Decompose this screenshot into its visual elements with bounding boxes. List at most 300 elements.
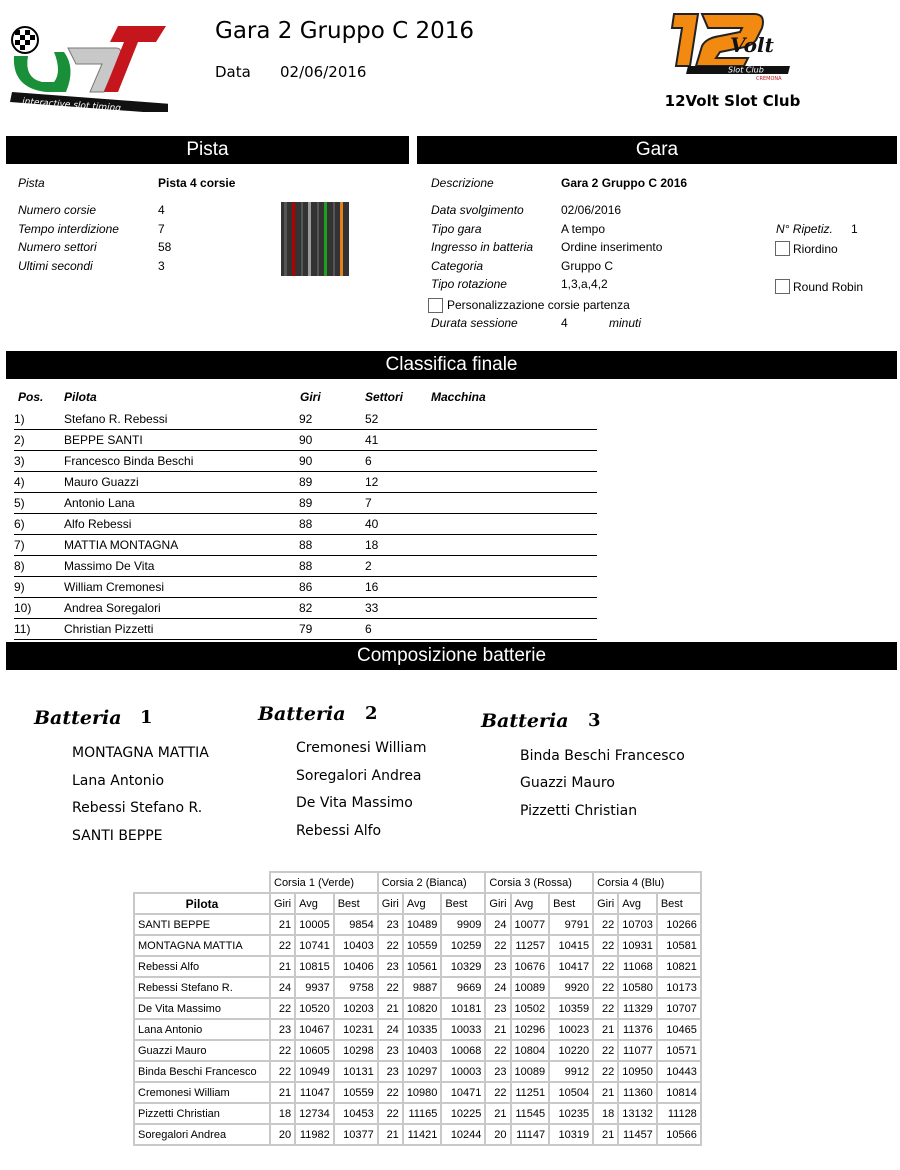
sub-header: Avg	[403, 893, 442, 914]
time-cell: 22	[378, 1103, 403, 1124]
time-cell: 9909	[441, 914, 485, 935]
time-cell: 10235	[549, 1103, 593, 1124]
standings-row	[14, 472, 597, 493]
time-cell: 10220	[549, 1040, 593, 1061]
col-giri-header: Giri	[300, 390, 321, 404]
sub-header: Giri	[270, 893, 295, 914]
batteria-2-label: Batteria	[258, 703, 346, 725]
batteria-2-pilot: Cremonesi William	[296, 740, 427, 756]
time-cell: 23	[378, 914, 403, 935]
time-cell: 23	[378, 956, 403, 977]
time-cell: 10417	[549, 956, 593, 977]
classifica-section-header: Classifica finale	[6, 351, 897, 379]
time-cell: 10581	[657, 935, 701, 956]
batteria-2-pilot: Soregalori Andrea	[296, 768, 422, 784]
table-row	[134, 1082, 701, 1103]
col-pos-header: Pos.	[18, 390, 44, 404]
position-cell: 4)	[14, 475, 25, 489]
sub-header: Giri	[485, 893, 510, 914]
time-cell: 10571	[657, 1040, 701, 1061]
time-cell: 11457	[618, 1124, 657, 1145]
sub-header: Avg	[511, 893, 550, 914]
time-cell: 21	[485, 1019, 510, 1040]
time-cell: 10814	[657, 1082, 701, 1103]
batteria-2-pilot: Rebessi Alfo	[296, 823, 382, 839]
laps-cell: 92	[299, 412, 313, 426]
pilot-name-cell: Rebessi Alfo	[134, 956, 270, 977]
time-cell: 10703	[618, 914, 657, 935]
sectors-cell: 6	[365, 622, 372, 636]
sectors-cell: 40	[365, 517, 379, 531]
time-cell: 9912	[549, 1061, 593, 1082]
time-cell: 10329	[441, 956, 485, 977]
riordino-checkbox[interactable]	[775, 241, 790, 256]
time-cell: 10949	[295, 1061, 334, 1082]
laps-cell: 89	[299, 475, 313, 489]
sectors-cell: 7	[365, 496, 372, 510]
time-cell: 10820	[403, 998, 442, 1019]
time-cell: 11165	[403, 1103, 442, 1124]
ist-logo	[6, 8, 168, 112]
time-cell: 9854	[334, 914, 378, 935]
tempo-interdizione-label: Tempo interdizione	[18, 222, 119, 236]
time-cell: 20	[485, 1124, 510, 1145]
lane-stripe	[324, 202, 327, 276]
categoria-value: Gruppo C	[561, 259, 614, 273]
sectors-cell: 33	[365, 601, 379, 615]
lane-stripe	[308, 202, 311, 276]
numero-settori-value: 58	[158, 240, 172, 254]
table-row	[134, 935, 701, 956]
time-cell: 21	[270, 956, 295, 977]
pilot-cell: MATTIA MONTAGNA	[64, 538, 179, 552]
time-cell: 10504	[549, 1082, 593, 1103]
laps-cell: 89	[299, 496, 313, 510]
time-cell: 23	[270, 1019, 295, 1040]
lane-header: Corsia 3 (Rossa)	[485, 872, 593, 893]
table-row	[134, 914, 701, 935]
time-cell: 10821	[657, 956, 701, 977]
lane-header: Corsia 1 (Verde)	[270, 872, 378, 893]
time-cell: 10465	[657, 1019, 701, 1040]
laps-cell: 79	[299, 622, 313, 636]
laps-cell: 90	[299, 433, 313, 447]
standings-row	[14, 598, 597, 619]
pilot-name-cell: De Vita Massimo	[134, 998, 270, 1019]
position-cell: 8)	[14, 559, 25, 573]
tipo-rotazione-label: Tipo rotazione	[431, 277, 507, 291]
time-cell: 10089	[511, 1061, 550, 1082]
lane-stripe	[292, 202, 295, 276]
table-row	[134, 977, 701, 998]
pilot-cell: Stefano R. Rebessi	[64, 412, 168, 426]
col-pilota-header: Pilota	[64, 390, 97, 404]
time-cell: 10453	[334, 1103, 378, 1124]
batteria-1-pilot: SANTI BEPPE	[72, 828, 163, 844]
track-lanes-graphic	[281, 202, 349, 276]
time-cell: 11982	[295, 1124, 334, 1145]
tipo-gara-label: Tipo gara	[431, 222, 482, 236]
pilot-cell: Massimo De Vita	[64, 559, 155, 573]
personalizzazione-checkbox[interactable]	[428, 298, 443, 313]
tempo-interdizione-value: 7	[158, 222, 165, 236]
batteria-3-pilot: Guazzi Mauro	[520, 775, 615, 791]
time-cell: 22	[270, 1040, 295, 1061]
time-cell: 9920	[549, 977, 593, 998]
time-cell: 24	[270, 977, 295, 998]
time-cell: 22	[485, 1082, 510, 1103]
time-cell: 21	[270, 1082, 295, 1103]
pilot-name-cell: Soregalori Andrea	[134, 1124, 270, 1145]
batteria-3-label: Batteria	[481, 710, 569, 732]
time-cell: 22	[593, 998, 618, 1019]
batteria-1-label: Batteria	[34, 707, 122, 729]
time-cell: 10298	[334, 1040, 378, 1061]
sub-header: Giri	[378, 893, 403, 914]
time-cell: 22	[593, 914, 618, 935]
time-cell: 10815	[295, 956, 334, 977]
time-cell: 11257	[511, 935, 550, 956]
time-cell: 22	[270, 935, 295, 956]
time-cell: 11077	[618, 1040, 657, 1061]
time-cell: 23	[485, 1061, 510, 1082]
time-cell: 10359	[549, 998, 593, 1019]
laps-cell: 88	[299, 559, 313, 573]
time-cell: 9669	[441, 977, 485, 998]
durata-unit: minuti	[609, 316, 642, 330]
ripetiz-label: N° Ripetiz.	[776, 222, 833, 236]
time-cell: 23	[485, 998, 510, 1019]
pilot-name-cell: Binda Beschi Francesco	[134, 1061, 270, 1082]
time-cell: 10950	[618, 1061, 657, 1082]
sectors-cell: 18	[365, 538, 379, 552]
tipo-rotazione-value: 1,3,a,4,2	[561, 277, 608, 291]
pilot-cell: Francesco Binda Beschi	[64, 454, 194, 468]
time-cell: 10259	[441, 935, 485, 956]
pilot-cell: Andrea Soregalori	[64, 601, 161, 615]
tipo-gara-value: A tempo	[561, 222, 606, 236]
batteria-1-pilot: MONTAGNA MATTIA	[72, 745, 209, 761]
time-cell: 10471	[441, 1082, 485, 1103]
table-row	[134, 1019, 701, 1040]
time-cell: 10173	[657, 977, 701, 998]
time-cell: 22	[593, 1040, 618, 1061]
pilot-cell: William Cremonesi	[64, 580, 165, 594]
time-cell: 10005	[295, 914, 334, 935]
standings-row	[14, 451, 597, 472]
sub-header: Best	[657, 893, 701, 914]
time-cell: 24	[378, 1019, 403, 1040]
sectors-cell: 16	[365, 580, 379, 594]
ultimi-secondi-label: Ultimi secondi	[18, 259, 93, 273]
time-cell: 10559	[334, 1082, 378, 1103]
time-cell: 10181	[441, 998, 485, 1019]
sectors-cell: 12	[365, 475, 379, 489]
sub-header: Avg	[618, 893, 657, 914]
ist-logo-text: interactive slot timing	[21, 97, 122, 112]
laps-cell: 86	[299, 580, 313, 594]
durata-sessione-label: Durata sessione	[431, 316, 518, 330]
table-row	[134, 998, 701, 1019]
laps-cell: 88	[299, 517, 313, 531]
time-cell: 21	[593, 1082, 618, 1103]
gara-section-header: Gara	[417, 136, 897, 164]
race-title: Gara 2 Gruppo C 2016	[215, 18, 475, 44]
time-cell: 10676	[511, 956, 550, 977]
time-cell: 10077	[511, 914, 550, 935]
batteria-2-number: 2	[365, 703, 378, 724]
ingresso-batteria-label: Ingresso in batteria	[431, 240, 534, 254]
pilota-header: Pilota	[134, 893, 270, 914]
time-cell: 10406	[334, 956, 378, 977]
time-cell: 22	[270, 998, 295, 1019]
time-cell: 22	[270, 1061, 295, 1082]
date-value: 02/06/2016	[280, 63, 367, 81]
standings-row	[14, 556, 597, 577]
svg-text:CREMONA: CREMONA	[756, 76, 782, 82]
laps-cell: 88	[299, 538, 313, 552]
pilot-cell: BEPPE SANTI	[64, 433, 143, 447]
time-cell: 10403	[334, 935, 378, 956]
position-cell: 10)	[14, 601, 32, 615]
time-cell: 10580	[618, 977, 657, 998]
pilot-name-cell: SANTI BEPPE	[134, 914, 270, 935]
time-cell: 11329	[618, 998, 657, 1019]
time-cell: 10489	[403, 914, 442, 935]
time-cell: 21	[270, 914, 295, 935]
time-cell: 10403	[403, 1040, 442, 1061]
time-cell: 10443	[657, 1061, 701, 1082]
time-cell: 9791	[549, 914, 593, 935]
time-cell: 10980	[403, 1082, 442, 1103]
round-robin-label: Round Robin	[793, 280, 864, 294]
table-row	[134, 1040, 701, 1061]
batteria-3-pilot: Binda Beschi Francesco	[520, 748, 685, 764]
pilot-cell: Mauro Guazzi	[64, 475, 139, 489]
lane-header: Corsia 2 (Bianca)	[378, 872, 486, 893]
pilot-name-cell: Guazzi Mauro	[134, 1040, 270, 1061]
time-cell: 10707	[657, 998, 701, 1019]
numero-corsie-value: 4	[158, 203, 165, 217]
descrizione-value: Gara 2 Gruppo C 2016	[561, 176, 688, 190]
time-cell: 22	[378, 1082, 403, 1103]
position-cell: 7)	[14, 538, 25, 552]
svg-text:Volt: Volt	[730, 33, 774, 57]
pilot-name-cell: Rebessi Stefano R.	[134, 977, 270, 998]
standings-row	[14, 430, 597, 451]
time-cell: 10931	[618, 935, 657, 956]
time-cell: 11421	[403, 1124, 442, 1145]
standings-row	[14, 535, 597, 556]
time-cell: 10605	[295, 1040, 334, 1061]
time-cell: 10297	[403, 1061, 442, 1082]
lane-stripe	[340, 202, 343, 276]
round-robin-checkbox[interactable]	[775, 279, 790, 294]
time-cell: 10231	[334, 1019, 378, 1040]
col-settori-header: Settori	[365, 390, 404, 404]
position-cell: 5)	[14, 496, 25, 510]
pilot-name-cell: MONTAGNA MATTIA	[134, 935, 270, 956]
lane-header: Corsia 4 (Blu)	[593, 872, 701, 893]
batteria-3-pilot: Pizzetti Christian	[520, 803, 638, 819]
time-cell: 9937	[295, 977, 334, 998]
position-cell: 1)	[14, 412, 25, 426]
batteria-2-pilot: De Vita Massimo	[296, 795, 413, 811]
time-cell: 21	[593, 1019, 618, 1040]
time-cell: 10225	[441, 1103, 485, 1124]
time-cell: 18	[593, 1103, 618, 1124]
time-cell: 22	[593, 935, 618, 956]
laps-cell: 90	[299, 454, 313, 468]
sectors-cell: 41	[365, 433, 379, 447]
position-cell: 2)	[14, 433, 25, 447]
time-cell: 10520	[295, 998, 334, 1019]
time-cell: 11128	[657, 1103, 701, 1124]
time-cell: 22	[593, 977, 618, 998]
time-cell: 11376	[618, 1019, 657, 1040]
time-cell: 10203	[334, 998, 378, 1019]
time-cell: 10804	[511, 1040, 550, 1061]
pilot-name-cell: Pizzetti Christian	[134, 1103, 270, 1124]
standings-row	[14, 493, 597, 514]
time-cell: 9887	[403, 977, 442, 998]
time-cell: 10566	[657, 1124, 701, 1145]
data-svolgimento-label: Data svolgimento	[431, 203, 524, 217]
data-svolgimento-value: 02/06/2016	[561, 203, 622, 217]
pilot-name-cell: Lana Antonio	[134, 1019, 270, 1040]
time-cell: 10319	[549, 1124, 593, 1145]
standings-row	[14, 514, 597, 535]
time-cell: 10296	[511, 1019, 550, 1040]
position-cell: 11)	[14, 622, 31, 636]
sectors-cell: 2	[365, 559, 372, 573]
categoria-label: Categoria	[431, 259, 484, 273]
sub-header: Giri	[593, 893, 618, 914]
svg-text:Slot Club: Slot Club	[728, 65, 764, 75]
time-cell: 22	[593, 956, 618, 977]
time-cell: 10377	[334, 1124, 378, 1145]
numero-corsie-label: Numero corsie	[18, 203, 97, 217]
numero-settori-label: Numero settori	[18, 240, 97, 254]
pista-value: Pista 4 corsie	[158, 176, 236, 190]
batterie-section-header: Composizione batterie	[6, 642, 897, 670]
time-cell: 10033	[441, 1019, 485, 1040]
time-cell: 10023	[549, 1019, 593, 1040]
riordino-label: Riordino	[793, 242, 838, 256]
time-cell: 10561	[403, 956, 442, 977]
descrizione-label: Descrizione	[431, 176, 494, 190]
lap-times-table	[133, 871, 702, 1146]
position-cell: 9)	[14, 580, 25, 594]
sub-header: Avg	[295, 893, 334, 914]
time-cell: 10741	[295, 935, 334, 956]
pilot-cell: Antonio Lana	[64, 496, 135, 510]
time-cell: 10131	[334, 1061, 378, 1082]
time-cell: 10467	[295, 1019, 334, 1040]
time-cell: 10335	[403, 1019, 442, 1040]
standings-row	[14, 577, 597, 598]
time-cell: 10068	[441, 1040, 485, 1061]
time-cell: 23	[485, 956, 510, 977]
ripetiz-value: 1	[851, 222, 858, 236]
ultimi-secondi-value: 3	[158, 259, 165, 273]
batteria-1-pilot: Lana Antonio	[72, 773, 165, 789]
time-cell: 21	[378, 1124, 403, 1145]
laps-cell: 82	[299, 601, 313, 615]
table-row	[134, 956, 701, 977]
time-cell: 24	[485, 914, 510, 935]
time-cell: 22	[485, 1040, 510, 1061]
time-cell: 10244	[441, 1124, 485, 1145]
time-cell: 11047	[295, 1082, 334, 1103]
batteria-3-number: 3	[588, 710, 601, 731]
time-cell: 9758	[334, 977, 378, 998]
time-cell: 11147	[511, 1124, 550, 1145]
standings-row	[14, 409, 597, 430]
time-cell: 21	[593, 1124, 618, 1145]
time-cell: 23	[378, 1061, 403, 1082]
time-cell: 11545	[511, 1103, 550, 1124]
time-cell: 20	[270, 1124, 295, 1145]
time-cell: 22	[485, 935, 510, 956]
time-cell: 22	[378, 977, 403, 998]
time-cell: 18	[270, 1103, 295, 1124]
sub-header: Best	[334, 893, 378, 914]
time-cell: 10559	[403, 935, 442, 956]
position-cell: 3)	[14, 454, 25, 468]
time-cell: 11251	[511, 1082, 550, 1103]
time-cell: 12734	[295, 1103, 334, 1124]
table-row	[134, 1124, 701, 1145]
time-cell: 11068	[618, 956, 657, 977]
table-row	[134, 1103, 701, 1124]
sub-header: Best	[441, 893, 485, 914]
time-cell: 13132	[618, 1103, 657, 1124]
batteria-1-number: 1	[140, 707, 153, 728]
time-cell: 11360	[618, 1082, 657, 1103]
checkered-flag-icon	[12, 27, 38, 53]
time-cell: 10089	[511, 977, 550, 998]
sectors-cell: 6	[365, 454, 372, 468]
time-cell: 10266	[657, 914, 701, 935]
pilot-name-cell: Cremonesi William	[134, 1082, 270, 1103]
date-label: Data	[215, 63, 251, 81]
pista-label: Pista	[18, 176, 45, 190]
position-cell: 6)	[14, 517, 25, 531]
durata-sessione-value: 4	[561, 316, 568, 330]
col-macchina-header: Macchina	[431, 390, 486, 404]
time-cell: 10415	[549, 935, 593, 956]
pista-section-header: Pista	[6, 136, 409, 164]
sectors-cell: 52	[365, 412, 379, 426]
batteria-1-pilot: Rebessi Stefano R.	[72, 800, 203, 816]
pilot-cell: Alfo Rebessi	[64, 517, 132, 531]
standings-row	[14, 619, 597, 640]
time-cell: 23	[378, 1040, 403, 1061]
time-cell: 22	[378, 935, 403, 956]
time-cell: 24	[485, 977, 510, 998]
table-row	[134, 1061, 701, 1082]
12volt-logo	[668, 6, 798, 82]
time-cell: 22	[593, 1061, 618, 1082]
time-cell: 21	[378, 998, 403, 1019]
personalizzazione-label: Personalizzazione corsie partenza	[447, 298, 630, 312]
time-cell: 10502	[511, 998, 550, 1019]
pilot-cell: Christian Pizzetti	[64, 622, 154, 636]
time-cell: 21	[485, 1103, 510, 1124]
sub-header: Best	[549, 893, 593, 914]
time-cell: 10003	[441, 1061, 485, 1082]
